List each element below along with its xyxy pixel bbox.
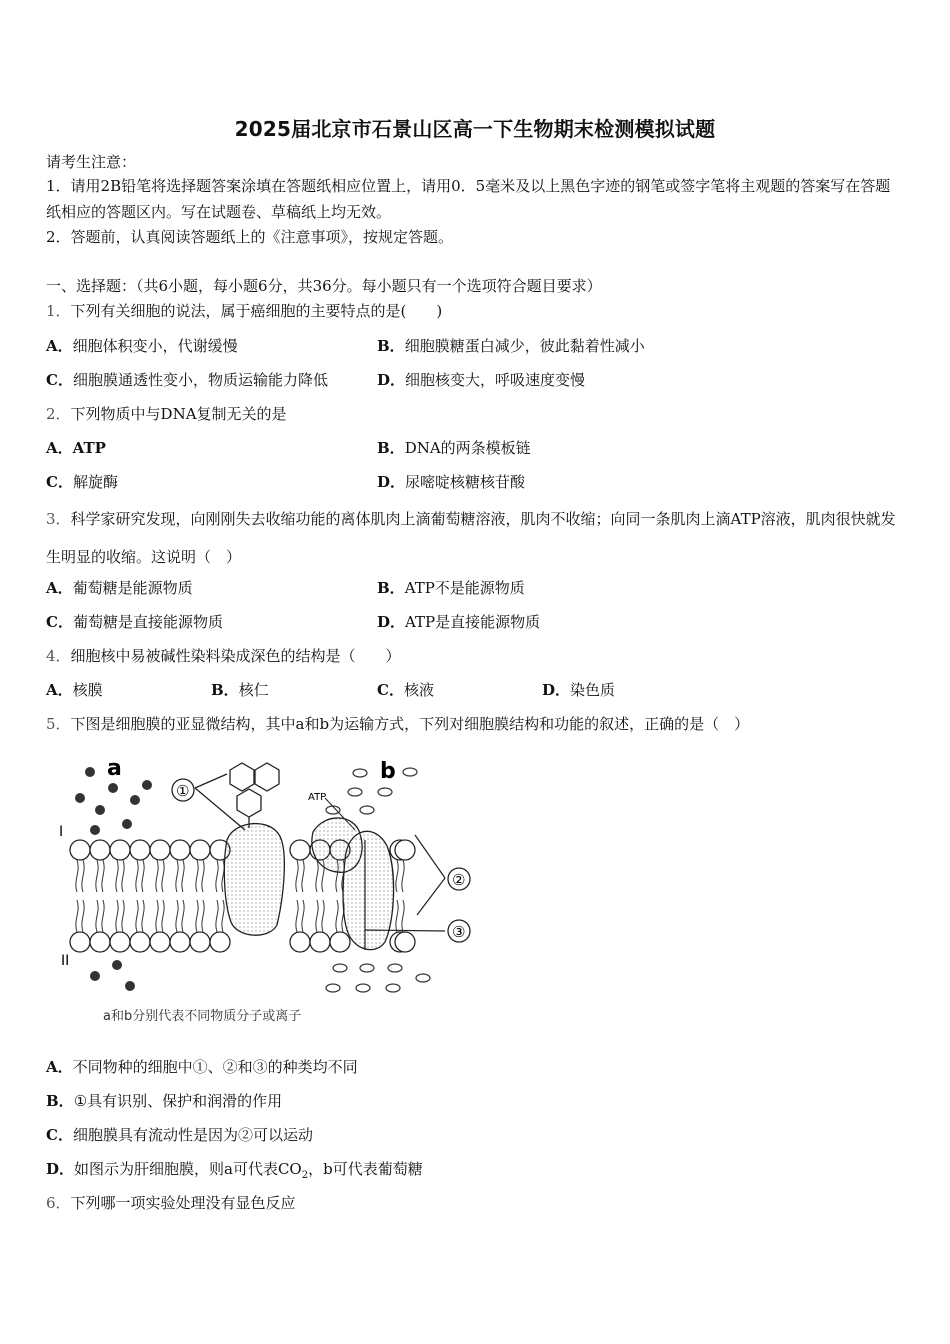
question-4: 4．细胞核中易被碱性染料染成深色的结构是（ ） xyxy=(46,647,401,665)
phospholipid-head xyxy=(90,932,110,952)
lipid-tail xyxy=(396,860,398,892)
phospholipid-head xyxy=(395,932,415,952)
question-5: 5．下图是细胞膜的亚显微结构，其中a和b为运输方式，下列对细胞膜结构和功能的叙述，正确的是（ ） xyxy=(46,715,750,733)
q2-option-b: B．DNA的两条模板链 xyxy=(377,439,531,457)
lipid-tail xyxy=(102,900,104,932)
label-2: ② xyxy=(452,871,466,889)
phospholipid-head xyxy=(210,932,230,952)
q3-option-a: A．葡萄糖是能源物质 xyxy=(46,579,193,597)
lipid-tail xyxy=(156,860,158,892)
lipid-tail xyxy=(176,900,178,932)
phospholipid-head xyxy=(70,932,90,952)
phospholipid-head xyxy=(130,932,150,952)
q4-option-d: D．染色质 xyxy=(542,681,616,699)
lipid-tail xyxy=(116,860,118,892)
section-heading: 一、选择题：（共6小题，每小题6分，共36分。每小题只有一个选项符合题目要求） xyxy=(46,277,602,295)
b-molecules-top xyxy=(326,768,417,814)
phospholipid-head xyxy=(190,840,210,860)
lipid-tail xyxy=(76,900,78,932)
phospholipid-head xyxy=(290,840,310,860)
q2-option-d: D．尿嘧啶核糖核苷酸 xyxy=(377,473,526,491)
glycoprotein-chain xyxy=(195,763,279,830)
q3-option-b: B．ATP不是能源物质 xyxy=(377,579,525,597)
phospholipid-head xyxy=(290,932,310,952)
lipid-tail xyxy=(196,900,198,932)
lipid-tail xyxy=(202,900,204,932)
phospholipid-head xyxy=(110,932,130,952)
lipid-tail xyxy=(96,860,98,892)
lipid-tail xyxy=(216,900,218,932)
phospholipid-head xyxy=(170,840,190,860)
phospholipid-head xyxy=(90,840,110,860)
q4-option-a: A．核膜 xyxy=(46,681,103,699)
lipid-tail xyxy=(142,860,144,892)
question-number: 1． xyxy=(46,302,71,320)
q3-option-d: D．ATP是直接能源物质 xyxy=(377,613,541,631)
figure-caption: a和b分别代表不同物质分子或离子 xyxy=(103,1009,302,1024)
phospholipid-head xyxy=(310,932,330,952)
lipid-tail xyxy=(76,860,78,892)
lipid-tail xyxy=(156,900,158,932)
lipid-tail xyxy=(96,900,98,932)
lipid-tail xyxy=(136,900,138,932)
label-atp: ATP xyxy=(308,792,327,803)
lipid-tail xyxy=(402,860,404,892)
lipid-tail xyxy=(322,900,324,932)
q2-option-a: A．ATP xyxy=(46,439,106,457)
lipid-tail xyxy=(336,900,338,932)
lipid-tail xyxy=(196,860,198,892)
label-3: ③ xyxy=(452,923,466,941)
lipid-tail xyxy=(316,860,318,892)
phospholipid-head xyxy=(395,840,415,860)
label-b: b xyxy=(380,759,396,784)
lipid-tail xyxy=(222,900,224,932)
lipid-tail xyxy=(396,900,398,932)
cell-membrane-figure xyxy=(55,750,485,1035)
q1-option-c: C．细胞膜通透性变小，物质运输能力降低 xyxy=(46,371,328,389)
lipid-tail xyxy=(202,860,204,892)
q5-option-d: D．如图示为肝细胞膜，则a可代表$CO_2$，b可代表葡萄糖 xyxy=(46,1160,423,1181)
q5-option-c: C．细胞膜具有流动性是因为②可以运动 xyxy=(46,1126,313,1144)
q5-option-a: A．不同物种的细胞中①、②和③的种类均不同 xyxy=(46,1058,358,1076)
protein-channel xyxy=(343,831,394,949)
label-1: ① xyxy=(176,782,190,800)
q1-option-d: D．细胞核变大，呼吸速度变慢 xyxy=(377,371,586,389)
question-stem: 下列有关细胞的说法，属于癌细胞的主要特点的是( ) xyxy=(70,302,443,320)
lipid-tail xyxy=(142,900,144,932)
phospholipid-head xyxy=(150,932,170,952)
lipid-tail xyxy=(182,900,184,932)
lipid-tail xyxy=(316,900,318,932)
a-molecules-bottom xyxy=(90,960,135,991)
page-title: 2025届北京市石景山区高一下生物期末检测模拟试题 xyxy=(234,117,716,141)
question-3: 3．科学家研究发现，向刚刚失去收缩功能的离体肌肉上滴葡萄糖溶液，肌肉不收缩；向同一条肌肉上滴ATP溶液，肌肉很快就发生明显的收缩。这说明（ ） xyxy=(46,510,896,566)
notice-item-2: 2．答题前，认真阅读答题纸上的《注意事项》，按规定答题。 xyxy=(46,228,454,246)
lipid-tail xyxy=(136,860,138,892)
q2-option-c: C．解旋酶 xyxy=(46,473,118,491)
phospholipid-head xyxy=(150,840,170,860)
lipid-tail xyxy=(176,860,178,892)
q4-option-c: C．核液 xyxy=(377,681,434,699)
side-ii-label: II xyxy=(61,953,70,969)
phospholipid-head xyxy=(330,932,350,952)
q1-option-b: B．细胞膜糖蛋白减少，彼此黏着性减小 xyxy=(377,337,645,355)
lipid-tail xyxy=(296,860,298,892)
side-i-label: I xyxy=(59,824,64,840)
phospholipid-head xyxy=(110,840,130,860)
phospholipid-head xyxy=(130,840,150,860)
lipid-tail xyxy=(162,860,164,892)
phospholipid-head xyxy=(70,840,90,860)
lipid-tail xyxy=(182,860,184,892)
phospholipid-head xyxy=(170,932,190,952)
lipid-tail xyxy=(402,900,404,932)
label-a: a xyxy=(107,756,122,781)
lipid-tail xyxy=(102,860,104,892)
lipid-tail xyxy=(296,900,298,932)
q4-option-b: B．核仁 xyxy=(211,681,269,699)
q3-option-c: C．葡萄糖是直接能源物质 xyxy=(46,613,223,631)
lipid-tail xyxy=(122,900,124,932)
question-2: 2．下列物质中与DNA复制无关的是 xyxy=(46,405,287,423)
q5-option-b: B．①具有识别、保护和润滑的作用 xyxy=(46,1092,283,1110)
q1-option-a: A．细胞体积变小，代谢缓慢 xyxy=(46,337,238,355)
question-6: 6．下列哪一项实验处理没有显色反应 xyxy=(46,1194,296,1212)
lipid-tail xyxy=(162,900,164,932)
notice-heading: 请考生注意： xyxy=(46,153,137,171)
protein-left xyxy=(224,824,284,936)
lipid-tail xyxy=(82,860,84,892)
lipid-tail xyxy=(302,900,304,932)
notice-item-1: 1．请用2B铅笔将选择题答案涂填在答题纸相应位置上，请用0．5毫米及以上黑色字迹的钢笔或签字笔将主观题的答案写在答题纸相应的答题区内。写在试题卷、草稿纸上均无效。 xyxy=(46,177,891,221)
lipid-tail xyxy=(116,900,118,932)
lipid-tail xyxy=(216,860,218,892)
lipid-tail xyxy=(82,900,84,932)
lipid-tail xyxy=(122,860,124,892)
b-molecules-bottom xyxy=(326,964,430,992)
phospholipid-head xyxy=(190,932,210,952)
question-1 xyxy=(46,301,442,321)
lipid-tail xyxy=(302,860,304,892)
